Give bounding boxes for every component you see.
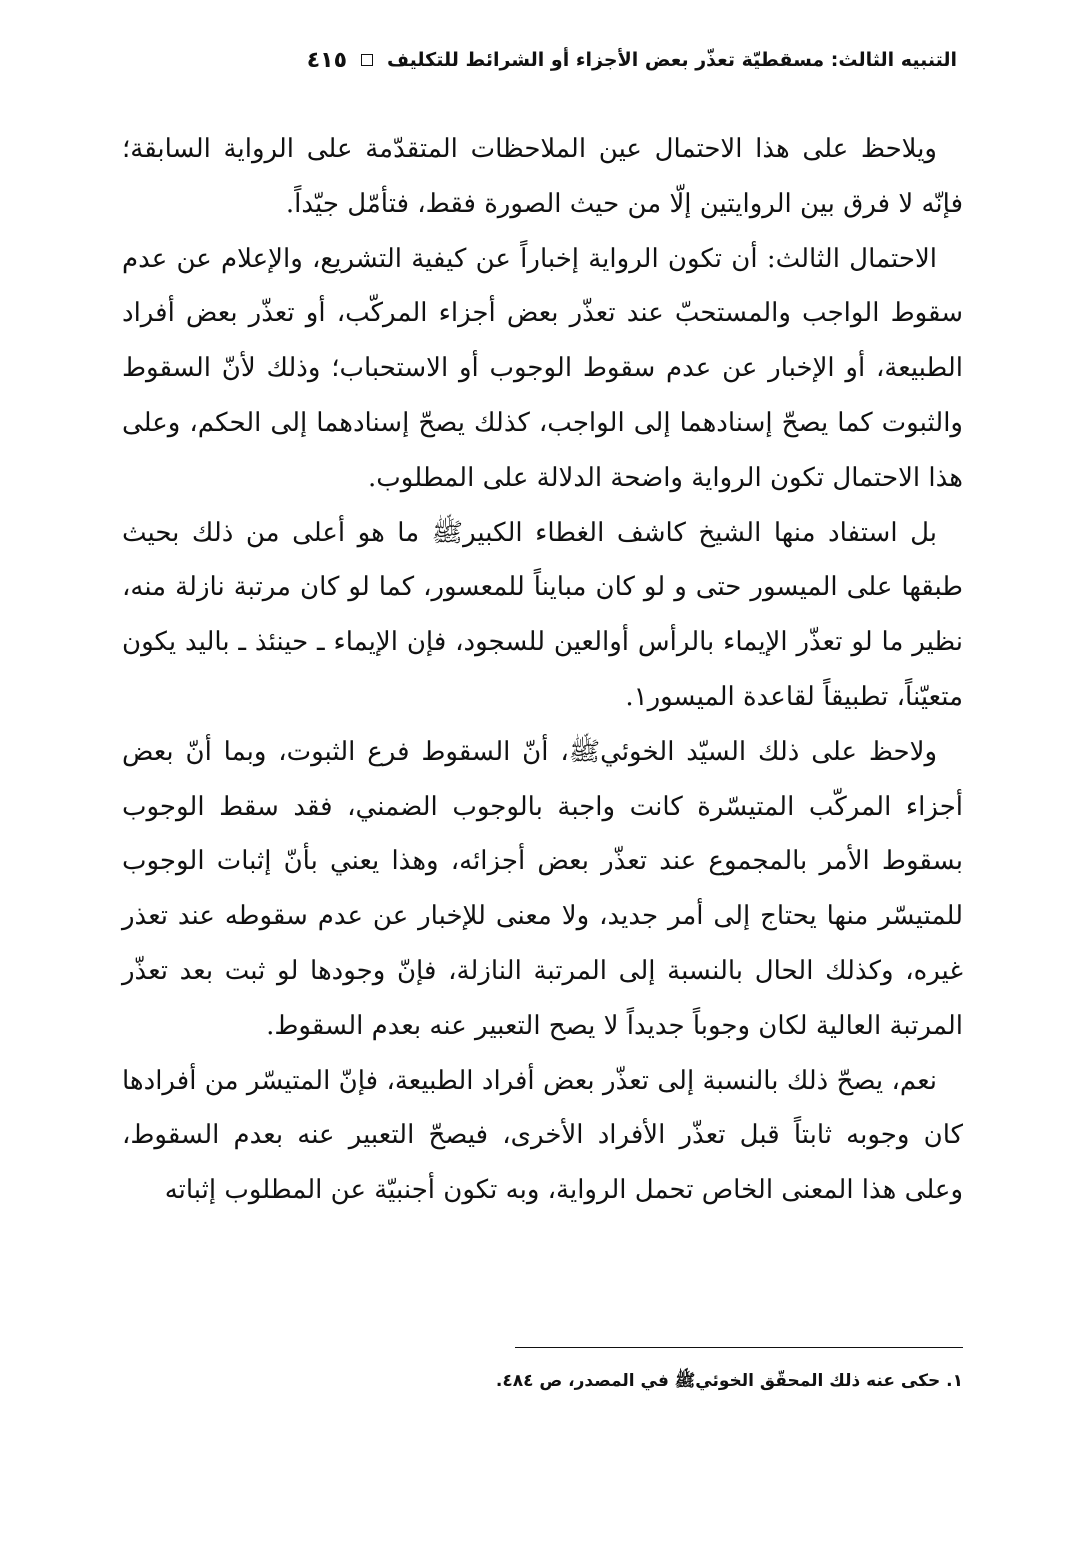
- paragraph-3: بل استفاد منها الشيخ كاشف الغطاء الكبيرﷺ ما هو أعلى من ذلك بحيث طبقها على الميسور حتى و لو كان مبايناً للمعسور، كما لو كان مرتبة نازلة منه، نظير ما لو تعذّر الإيماء بالرأس أوالعين للسجود، فإن الإيماء ـ حينئذ ـ باليد يكون متعيّناً، تطبيقاً لقاعدة الميسور١.: [122, 517, 963, 712]
- header-separator-square: [361, 54, 373, 66]
- paragraph-5: نعم، يصحّ ذلك بالنسبة إلى تعذّر بعض أفراد الطبيعة، فإنّ المتيسّر من أفرادها كان وجوبه ثابتاً قبل تعذّر الأفراد الأخرى، فيصحّ التعبير عنه بعدم السقوط، وعلى هذا المعنى الخاص تحمل الرواية، وبه تكون أجنبيّة عن المطلوب إثباته: [122, 1065, 963, 1206]
- page-number: ٤١٥: [306, 47, 348, 73]
- body-text: [122, 122, 963, 1218]
- paragraph-4: ولاحظ على ذلك السيّد الخوئيﷺ، أنّ السقوط فرع الثبوت، وبما أنّ بعض أجزاء المركّب المتيسّرة كانت واجبة بالوجوب الضمني، فقد سقط الوجوب بسقوط الأمر بالمجموع عند تعذّر بعض أجزائه، وهذا يعني بأنّ إثبات الوجوب للمتيسّر منها يحتاج إلى أمر جديد، ولا معنى للإخبار عن عدم سقوطه عند تعذر غيره، وكذلك الحال بالنسبة إلى المرتبة النازلة، فإنّ وجودها لو ثبت بعد تعذّر المرتبة العالية لكان وجوباً جديداً لا يصح التعبير عنه بعدم السقوط.: [122, 736, 963, 1041]
- footnote-divider: [515, 1347, 963, 1348]
- paragraph-2: الاحتمال الثالث: أن تكون الرواية إخباراً عن كيفية التشريع، والإعلام عن عدم سقوط الواجب والمستحبّ عند تعذّر بعض أجزاء المركّب، أو تعذّر بعض أفراد الطبيعة، أو الإخبار عن عدم سقوط الوجوب أو الاستحباب؛ وذلك لأنّ السقوط والثبوت كما يصحّ إسنادهما إلى الواجب، كذلك يصحّ إسنادهما إلى الحكم، وعلى هذا الاحتمال تكون الرواية واضحة الدلالة على المطلوب.: [122, 243, 963, 493]
- paragraph-1: ويلاحظ على هذا الاحتمال عين الملاحظات المتقدّمة على الرواية السابقة؛ فإنّه لا فرق بين الروايتين إلّا من حيث الصورة فقط، فتأمّل جيّداً.: [122, 134, 963, 219]
- header-title: التنبيه الثالث: مسقطيّة تعذّر بعض الأجزاء أو الشرائط للتكليف: [387, 49, 957, 71]
- running-header: [115, 40, 957, 80]
- footnote: ١. حكى عنه ذلك المحقّق الخوئيﷺ في المصدر، ص ٤٨٤.: [495, 1371, 963, 1391]
